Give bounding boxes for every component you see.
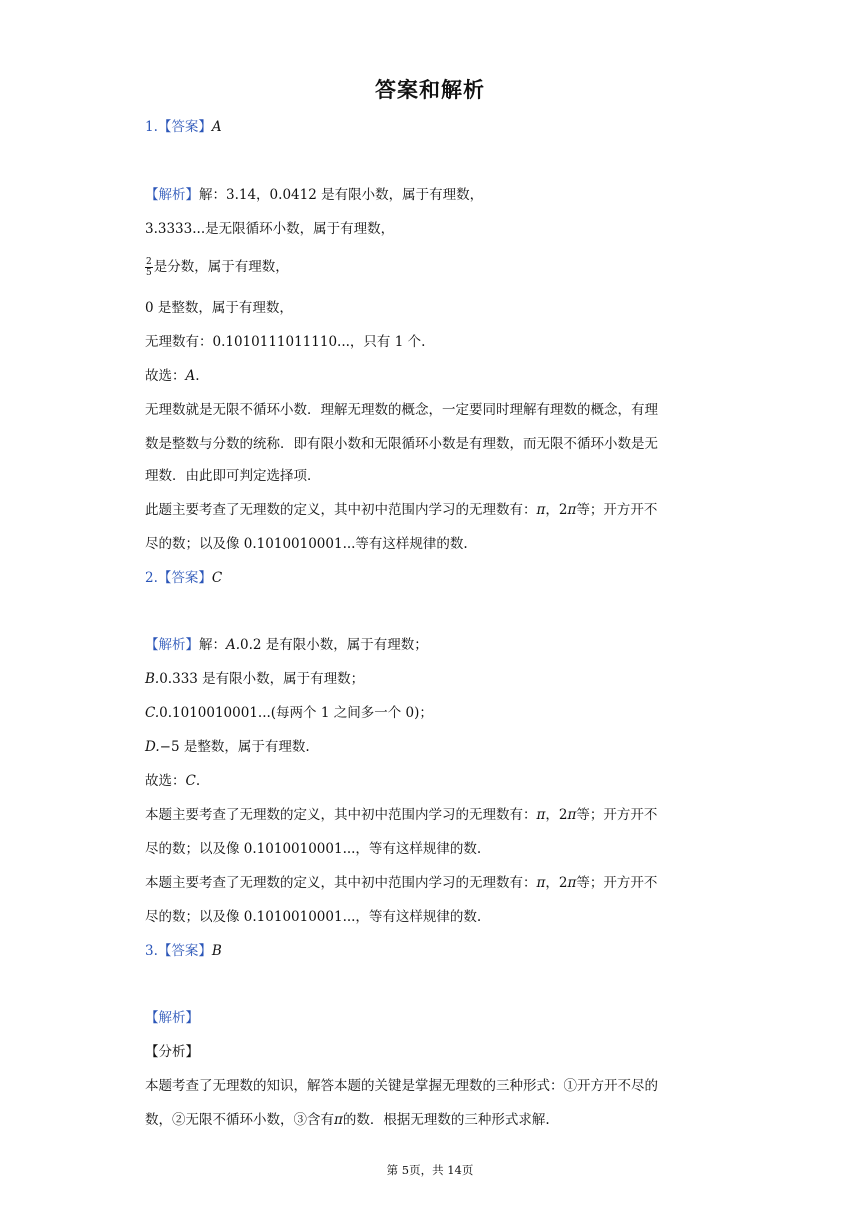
q1-text-11: 尽的数；以及像 0.1010010001...等有这样规律的数.	[145, 536, 468, 552]
q3-text-pi: π	[334, 1112, 343, 1128]
q1-jiexi-label: 【解析】	[145, 187, 199, 203]
q1-choice-line	[145, 366, 725, 386]
q1-choice-prefix: 故选：	[145, 368, 186, 384]
q2-summary2-pi2: π	[567, 875, 577, 891]
q1-summary-c: 等；开方开不	[576, 502, 658, 518]
fraction-two-fifths	[145, 257, 153, 278]
page-footer: 第 5页，共 14页	[386, 1163, 474, 1177]
q1-text-4: 0 是整数，属于有理数，	[145, 300, 293, 316]
q3-text-2b: 的数．根据无理数的三种形式求解.	[342, 1112, 550, 1128]
q2-choice-prefix: 故选：	[145, 773, 186, 789]
fraction-denominator: 5	[146, 268, 152, 278]
q2-summary-pi: π	[536, 807, 546, 823]
q2-text-9: 尽的数；以及像 0.1010010001...，等有这样规律的数.	[145, 909, 482, 925]
q2-summary-line-1	[145, 805, 725, 825]
q1-summary-line	[145, 500, 725, 520]
q2-number: 2.	[145, 570, 158, 586]
q2-text-1c: 0.2 是有限小数，属于有理数；	[240, 637, 428, 653]
q1-answer-value: A	[211, 119, 222, 135]
q2-option-d: D.	[145, 739, 160, 755]
q2-answer-value: C	[211, 570, 223, 586]
q2-option-b-line	[145, 669, 725, 689]
q2-option-c: C.	[145, 705, 160, 721]
q1-choice-suffix: .	[195, 368, 200, 384]
q1-answer-label: 【答案】	[157, 119, 212, 135]
q2-choice-suffix: .	[195, 773, 201, 789]
q1-text-2: 3.3333...是无限循环小数，属于有理数，	[145, 221, 395, 237]
q2-text-1a: 解：	[199, 637, 226, 653]
q1-text-5: 无理数有：0.1010111011110...，只有 1 个.	[145, 334, 426, 350]
q2-summary-line-2	[145, 873, 725, 893]
q2-text-7: 尽的数；以及像 0.1010010001...，等有这样规律的数.	[145, 841, 482, 857]
q2-option-c-line	[145, 703, 725, 723]
q1-summary-b: ，2	[545, 502, 568, 518]
q1-text-7: 无理数就是无限不循环小数．理解无理数的概念，一定要同时理解有理数的概念，有理	[145, 402, 658, 418]
q1-fraction-line	[145, 257, 725, 278]
q2-summary2-pi: π	[536, 875, 546, 891]
q2-text-3: 0.1010010001...(每两个 1 之间多一个 0)；	[159, 705, 433, 721]
q3-answer-line	[145, 941, 725, 961]
q3-number: 3.	[145, 943, 158, 959]
q1-summary-pi2: π	[567, 502, 577, 518]
q1-text-1: 解：3.14，0.0412 是有限小数，属于有理数，	[199, 187, 484, 203]
q2-summary2-b: ，2	[545, 875, 568, 891]
q1-answer-line	[145, 117, 725, 137]
q3-text-2-line	[145, 1110, 725, 1130]
q2-jiexi-line	[145, 635, 725, 655]
q1-summary-a: 此题主要考查了无理数的定义，其中初中范围内学习的无理数有：	[145, 502, 537, 518]
q3-fenxi-label: 【分析】	[145, 1044, 199, 1060]
q3-answer-label: 【答案】	[157, 943, 212, 959]
q2-jiexi-label: 【解析】	[145, 637, 199, 653]
q2-summary2-a: 本题主要考查了无理数的定义，其中初中范围内学习的无理数有：	[145, 875, 537, 891]
q1-number: 1.	[145, 119, 158, 135]
q2-text-4: −5 是整数，属于有理数.	[159, 739, 310, 755]
q2-choice-value: C	[185, 773, 196, 789]
page-title: 答案和解析	[375, 78, 485, 102]
q1-jiexi-line	[145, 185, 725, 205]
q2-choice-line	[145, 771, 725, 791]
q3-jiexi-line	[145, 1008, 725, 1028]
q3-jiexi-label: 【解析】	[145, 1010, 199, 1026]
q1-choice-value: A	[185, 368, 196, 384]
q2-option-d-line	[145, 737, 725, 757]
q1-text-9: 理数．由此即可判定选择项．	[145, 468, 321, 484]
q2-summary-a: 本题主要考查了无理数的定义，其中初中范围内学习的无理数有：	[145, 807, 537, 823]
q2-answer-label: 【答案】	[157, 570, 212, 586]
q1-text-8: 数是整数与分数的统称．即有限小数和无限循环小数是有理数，而无限不循环小数是无	[145, 436, 658, 452]
q3-text-1: 本题考查了无理数的知识，解答本题的关键是掌握无理数的三种形式：①开方开不尽的	[145, 1078, 658, 1094]
q1-text-3: 是分数，属于有理数，	[153, 259, 289, 275]
q3-answer-value: B	[211, 943, 222, 959]
q3-text-2a: 数，②无限不循环小数，③含有	[145, 1112, 334, 1128]
fraction-numerator: 2	[146, 257, 152, 267]
q2-option-a: A.	[226, 637, 241, 653]
q1-summary-pi: π	[536, 502, 546, 518]
q2-option-b: B.	[145, 671, 160, 687]
q2-summary-pi2: π	[567, 807, 577, 823]
q2-summary-b: ，2	[545, 807, 568, 823]
q2-text-2: 0.333 是有限小数，属于有理数；	[159, 671, 365, 687]
q2-answer-line	[145, 568, 725, 588]
q2-summary-c: 等；开方开不	[576, 807, 658, 823]
q2-summary2-c: 等；开方开不	[576, 875, 658, 891]
